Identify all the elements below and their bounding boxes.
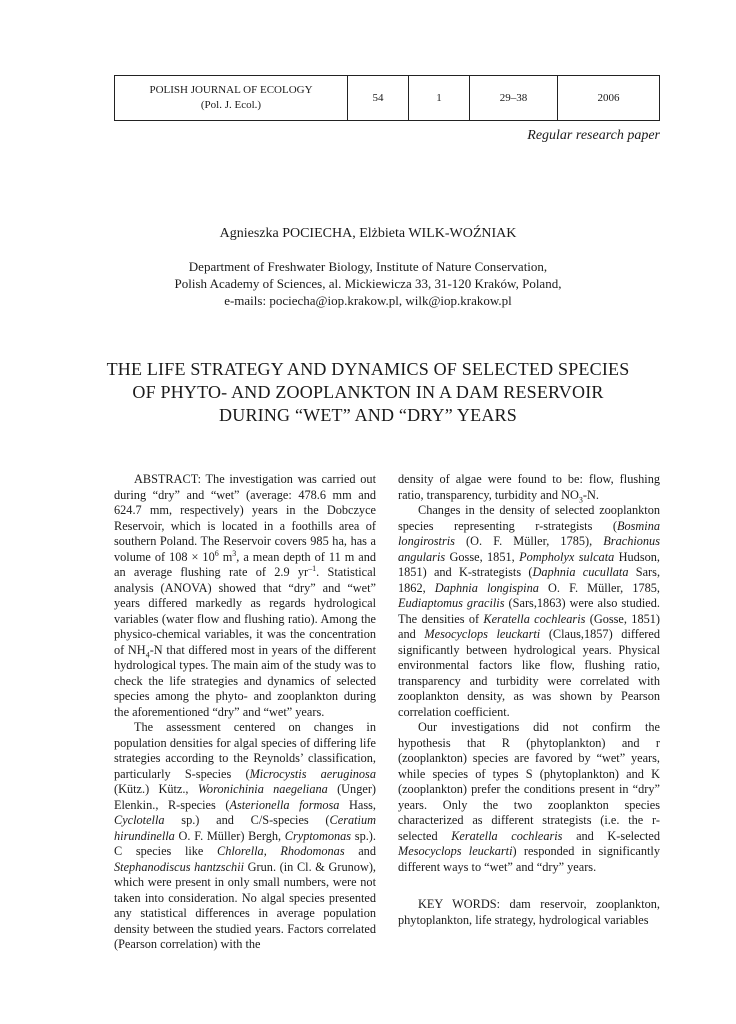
keywords	[398, 897, 660, 928]
species-name: Brachionus angularis	[398, 534, 660, 564]
species-name: Woronichinia naegeliana	[197, 782, 328, 796]
keywords-label: KEY WORDS:	[418, 897, 500, 911]
text-run: Sars, 1862,	[398, 565, 661, 595]
text-run: The investigation was carried out during “dry” and “wet” (average: 478.6 mm and 624.7 mm, respectively) years in the Dobczyce Reservoir, which is located in a foothills area of southern Poland. The Reservoir covers 985 ha, has a volume of 108 × 10	[114, 472, 376, 564]
subscript: 3	[578, 494, 583, 504]
superscript: –1	[308, 563, 317, 573]
text-run: Hudson, 1851) and K-strategists (	[398, 549, 660, 579]
affiliation-line: Polish Academy of Sciences, al. Mickiewicza 33, 31-120 Kraków, Poland,	[174, 276, 562, 291]
species-name: Chlorella, Rhodomonas	[217, 844, 345, 858]
paper-type: Regular research paper	[527, 128, 660, 143]
text-run: (Sars,1863) were also studied. The densities of	[398, 596, 660, 626]
abstract-paragraph-3	[398, 503, 660, 720]
paper-title	[0, 358, 736, 427]
species-name: Eudiaptomus gracilis	[398, 596, 505, 610]
text-run: density of algae were found to be: flow, flushing ratio, transparency, turbidity and NO	[398, 472, 660, 502]
affiliation-emails: e-mails: pociecha@iop.krakow.pl, wilk@iop.krakow.pl	[224, 293, 512, 308]
text-run: Gosse, 1851,	[445, 549, 520, 564]
title-line: THE LIFE STRATEGY AND DYNAMICS OF SELECTED SPECIES	[106, 359, 630, 379]
year-cell: 2006	[558, 76, 660, 121]
species-name: Daphnia longispina	[434, 580, 539, 595]
abstract-label: ABSTRACT:	[134, 472, 202, 486]
species-name: Keratella cochlearis	[483, 611, 586, 626]
text-run: Changes in the density of selected zooplankton species representing r-strategists (	[398, 503, 660, 533]
species-name: Keratella cochlearis	[451, 828, 563, 843]
text-run: (O. F. Müller, 1785),	[454, 534, 604, 548]
text-run: and	[344, 844, 376, 858]
affiliation	[0, 258, 736, 309]
affiliation-line: Department of Freshwater Biology, Institute of Nature Conservation,	[188, 259, 548, 274]
text-run: ) responded in significantly different ways to “wet” and “dry” years.	[398, 844, 660, 874]
text-run: (Unger) Elenkin., R-species (	[114, 782, 377, 812]
abstract-paragraph-4	[398, 720, 660, 875]
text-run: sp.). C species like	[114, 828, 376, 858]
text-run: (Gosse, 1851) and	[398, 611, 660, 641]
abstract-column-left	[114, 472, 376, 953]
keywords-text: dam reservoir, zooplankton, phytoplankton, life strategy, hydrological variables	[398, 897, 660, 927]
journal-header-table	[114, 75, 660, 121]
species-name: Mesocyclops leuckarti	[424, 627, 541, 641]
superscript: 6	[214, 548, 219, 558]
superscript: 3	[232, 548, 237, 558]
abstract-paragraph-1	[114, 472, 376, 720]
journal-name-cell	[115, 76, 348, 121]
text-run: (Claus,1857) differed significantly between hydrological years. Physical environmental factors like flow, flushing ratio, transparency and turbidity were correlated with zooplankton density, as was shown by Pearson correlation coefficient.	[398, 627, 660, 719]
text-run: m	[218, 549, 233, 564]
text-run: Hass,	[339, 797, 377, 812]
journal-name: POLISH JOURNAL OF ECOLOGY	[149, 84, 313, 96]
species-name: Cyclotella	[114, 813, 165, 827]
text-run: O. F. Müller) Bergh,	[174, 828, 285, 843]
text-run: O. F. Müller, 1785,	[538, 580, 660, 595]
abstract-paragraph-2-continued	[398, 472, 660, 503]
abstract-column-right	[398, 472, 660, 928]
issue-cell: 1	[409, 76, 470, 121]
text-run: -N that differed most in years of the different hydrological types. The main aim of the study was to check the life strategies and dynamics of selected species among the phyto- and zooplankton during the aforementioned “dry” and “wet” years.	[114, 642, 376, 719]
text-run: Our investigations did not confirm the hypothesis that R (phytoplankton) and r (zooplankton) species are favored by “wet” years, while species of types S (phytoplankton) and K (zooplankton) prefer the conditions present in “dry” years. Only the two zooplankton species characterized as different strategists (i.e. the r-selected	[398, 720, 660, 843]
species-name: Mesocyclops leuckarti	[398, 844, 513, 858]
subscript: 4	[145, 649, 150, 659]
text-run: and K-selected	[562, 828, 661, 843]
species-name: Asterionella formosa	[229, 797, 340, 812]
species-name: Daphnia cucullata	[532, 565, 629, 579]
text-run: The assessment centered on changes in population densities for algal species of differing life strategies according to the Reynolds’ classification, particularly S-species (	[114, 720, 376, 781]
text-run: Grun. (in Cl. & Grunow), which were present in only small numbers, were not taken into consideration. No algal species presented any statistical differences in average population density between the studied years. Factors correlated (Pearson correlation) with the	[114, 859, 376, 951]
text-run: , a mean depth of 11 m and an average flushing rate of 2.9 yr	[114, 549, 376, 579]
species-name: Ceratium hirundinella	[114, 813, 376, 843]
authors: Agnieszka POCIECHA, Elżbieta WILK-WOŹNIAK	[219, 226, 517, 241]
journal-abbrev: (Pol. J. Ecol.)	[200, 99, 262, 111]
title-line: DURING “WET” AND “DRY” YEARS	[219, 405, 517, 425]
species-name: Stephanodiscus hantzschii	[114, 859, 245, 874]
species-name: Microcystis aeruginosa	[249, 766, 376, 781]
volume-cell: 54	[348, 76, 409, 121]
abstract-paragraph-2	[114, 720, 376, 953]
pages-cell: 29–38	[470, 76, 558, 121]
text-run: -N.	[582, 487, 599, 502]
text-run: sp.) and C/S-species (	[164, 813, 330, 827]
text-run: . Statistical analysis (ANOVA) showed that “dry” and “wet” years differed markedly as regards hydrological variables (water flow and flushing ratio). Among the physico-chemical variables, it was the concentration of NH	[114, 565, 376, 657]
species-name: Cryptomonas	[284, 828, 352, 843]
species-name: Bosmina longirostris	[398, 518, 660, 548]
species-name: Pompholyx sulcata	[519, 549, 615, 564]
text-run: (Kütz.) Kütz.,	[114, 782, 198, 796]
title-line: OF PHYTO- AND ZOOPLANKTON IN A DAM RESERVOIR	[132, 382, 604, 402]
